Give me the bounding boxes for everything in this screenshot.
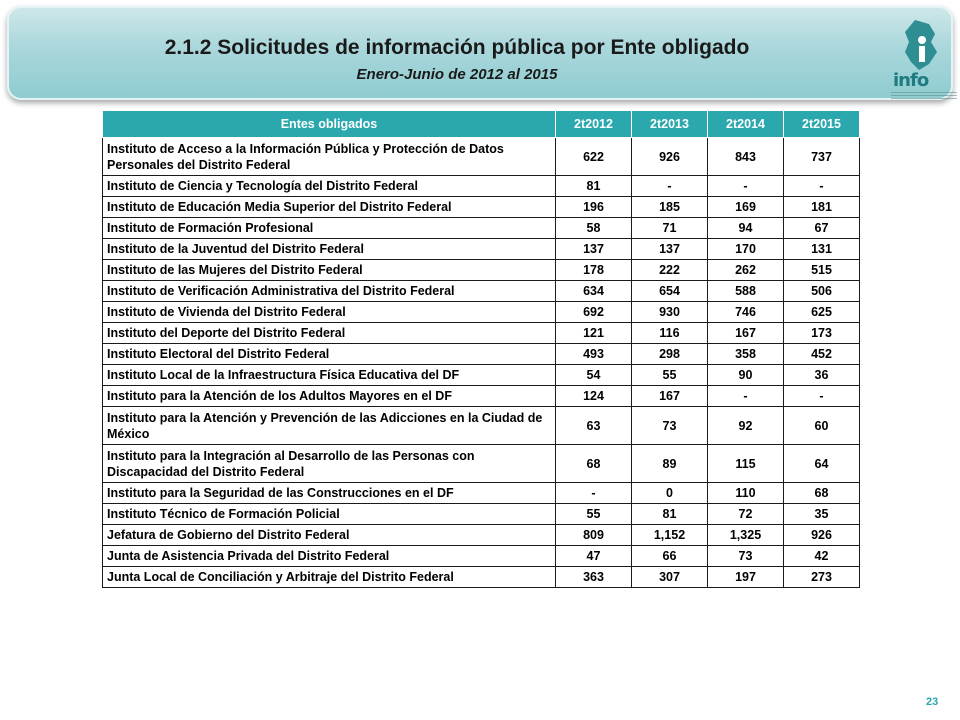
info-df-logo [885,18,959,102]
table-row [103,323,860,344]
value-cell: 178 [556,260,632,281]
value-cell: 0 [632,483,708,504]
value-cell: - [708,176,784,197]
value-cell: 137 [632,239,708,260]
value-cell: 36 [784,365,860,386]
value-cell: - [708,386,784,407]
value-cell: - [784,386,860,407]
value-cell: 72 [708,504,784,525]
ente-name-cell: Instituto de la Juventud del Distrito Federal [103,239,556,260]
ente-name-cell: Instituto para la Integración al Desarrollo de las Personas con Discapacidad del Distrito Federal [103,445,556,483]
value-cell: 35 [784,504,860,525]
ente-name-cell: Instituto de las Mujeres del Distrito Federal [103,260,556,281]
value-cell: 843 [708,138,784,176]
table-row [103,281,860,302]
value-cell: 63 [556,407,632,445]
value-cell: 173 [784,323,860,344]
value-cell: 170 [708,239,784,260]
table-row [103,445,860,483]
table-row [103,546,860,567]
table-row [103,138,860,176]
table-row [103,365,860,386]
table-row [103,504,860,525]
value-cell: 273 [784,567,860,588]
logo-caption-lines [891,92,957,100]
value-cell: 167 [632,386,708,407]
value-cell: 64 [784,445,860,483]
table-header [103,111,860,138]
value-cell: 73 [708,546,784,567]
value-cell: 588 [708,281,784,302]
table-row [103,239,860,260]
page-subtitle: Enero-Junio de 2012 al 2015 [356,66,558,83]
ente-name-cell: Instituto para la Seguridad de las Construcciones en el DF [103,483,556,504]
value-cell: 81 [632,504,708,525]
value-cell: 262 [708,260,784,281]
value-cell: 137 [556,239,632,260]
logo-text: info [893,70,929,91]
value-cell: 90 [708,365,784,386]
value-cell: 110 [708,483,784,504]
value-cell: 506 [784,281,860,302]
value-cell: 493 [556,344,632,365]
value-cell: 121 [556,323,632,344]
value-cell: 197 [708,567,784,588]
table-row [103,483,860,504]
ente-name-cell: Instituto Local de la Infraestructura Física Educativa del DF [103,365,556,386]
page-number: 23 [926,696,939,708]
ente-name-cell: Instituto de Verificación Administrativa del Distrito Federal [103,281,556,302]
table-row [103,567,860,588]
value-cell: 363 [556,567,632,588]
ente-name-cell: Instituto para la Atención de los Adultos Mayores en el DF [103,386,556,407]
value-cell: 66 [632,546,708,567]
value-cell: 89 [632,445,708,483]
value-cell: 55 [556,504,632,525]
value-cell: 169 [708,197,784,218]
value-cell: 167 [708,323,784,344]
value-cell: 94 [708,218,784,239]
value-cell: 131 [784,239,860,260]
value-cell: - [784,176,860,197]
value-cell: 625 [784,302,860,323]
value-cell: 47 [556,546,632,567]
value-cell: 1,325 [708,525,784,546]
value-cell: 1,152 [632,525,708,546]
value-cell: 692 [556,302,632,323]
page-title: 2.1.2 Solicitudes de información pública por Ente obligado [164,36,750,59]
value-cell: 81 [556,176,632,197]
table-row [103,525,860,546]
value-cell: 222 [632,260,708,281]
value-cell: - [556,483,632,504]
ente-name-cell: Instituto Técnico de Formación Policial [103,504,556,525]
table-row [103,197,860,218]
column-header: Entes obligados [103,111,556,138]
table-row [103,176,860,197]
value-cell: 42 [784,546,860,567]
value-cell: 185 [632,197,708,218]
value-cell: 298 [632,344,708,365]
ente-name-cell: Instituto de Acceso a la Información Pública y Protección de Datos Personales del Distrito Federal [103,138,556,176]
value-cell: 116 [632,323,708,344]
value-cell: 115 [708,445,784,483]
value-cell: 68 [556,445,632,483]
value-cell: 73 [632,407,708,445]
value-cell: 452 [784,344,860,365]
table-row [103,407,860,445]
column-header: 2t2014 [708,111,784,138]
value-cell: 60 [784,407,860,445]
value-cell: 622 [556,138,632,176]
value-cell: 181 [784,197,860,218]
data-table [102,110,860,588]
ente-name-cell: Instituto del Deporte del Distrito Federal [103,323,556,344]
table-body [103,138,860,588]
value-cell: 124 [556,386,632,407]
value-cell: 926 [632,138,708,176]
value-cell: 809 [556,525,632,546]
column-header: 2t2015 [784,111,860,138]
ente-name-cell: Instituto de Vivienda del Distrito Federal [103,302,556,323]
value-cell: 92 [708,407,784,445]
ente-name-cell: Junta de Asistencia Privada del Distrito Federal [103,546,556,567]
value-cell: 930 [632,302,708,323]
value-cell: - [632,176,708,197]
column-header: 2t2013 [632,111,708,138]
table-row [103,218,860,239]
value-cell: 307 [632,567,708,588]
value-cell: 67 [784,218,860,239]
ente-name-cell: Jefatura de Gobierno del Distrito Federal [103,525,556,546]
value-cell: 737 [784,138,860,176]
ente-name-cell: Instituto de Formación Profesional [103,218,556,239]
table-row [103,344,860,365]
value-cell: 926 [784,525,860,546]
value-cell: 58 [556,218,632,239]
value-cell: 68 [784,483,860,504]
ente-name-cell: Instituto de Ciencia y Tecnología del Distrito Federal [103,176,556,197]
value-cell: 746 [708,302,784,323]
ente-name-cell: Instituto para la Atención y Prevención de las Adicciones en la Ciudad de México [103,407,556,445]
table-row [103,302,860,323]
value-cell: 196 [556,197,632,218]
value-cell: 55 [632,365,708,386]
value-cell: 634 [556,281,632,302]
ente-name-cell: Junta Local de Conciliación y Arbitraje del Distrito Federal [103,567,556,588]
ente-name-cell: Instituto de Educación Media Superior del Distrito Federal [103,197,556,218]
value-cell: 358 [708,344,784,365]
value-cell: 54 [556,365,632,386]
mexico-city-shape-icon [885,18,959,74]
table-row [103,386,860,407]
value-cell: 71 [632,218,708,239]
title-banner [7,6,953,100]
column-header: 2t2012 [556,111,632,138]
value-cell: 515 [784,260,860,281]
ente-name-cell: Instituto Electoral del Distrito Federal [103,344,556,365]
value-cell: 654 [632,281,708,302]
table-row [103,260,860,281]
